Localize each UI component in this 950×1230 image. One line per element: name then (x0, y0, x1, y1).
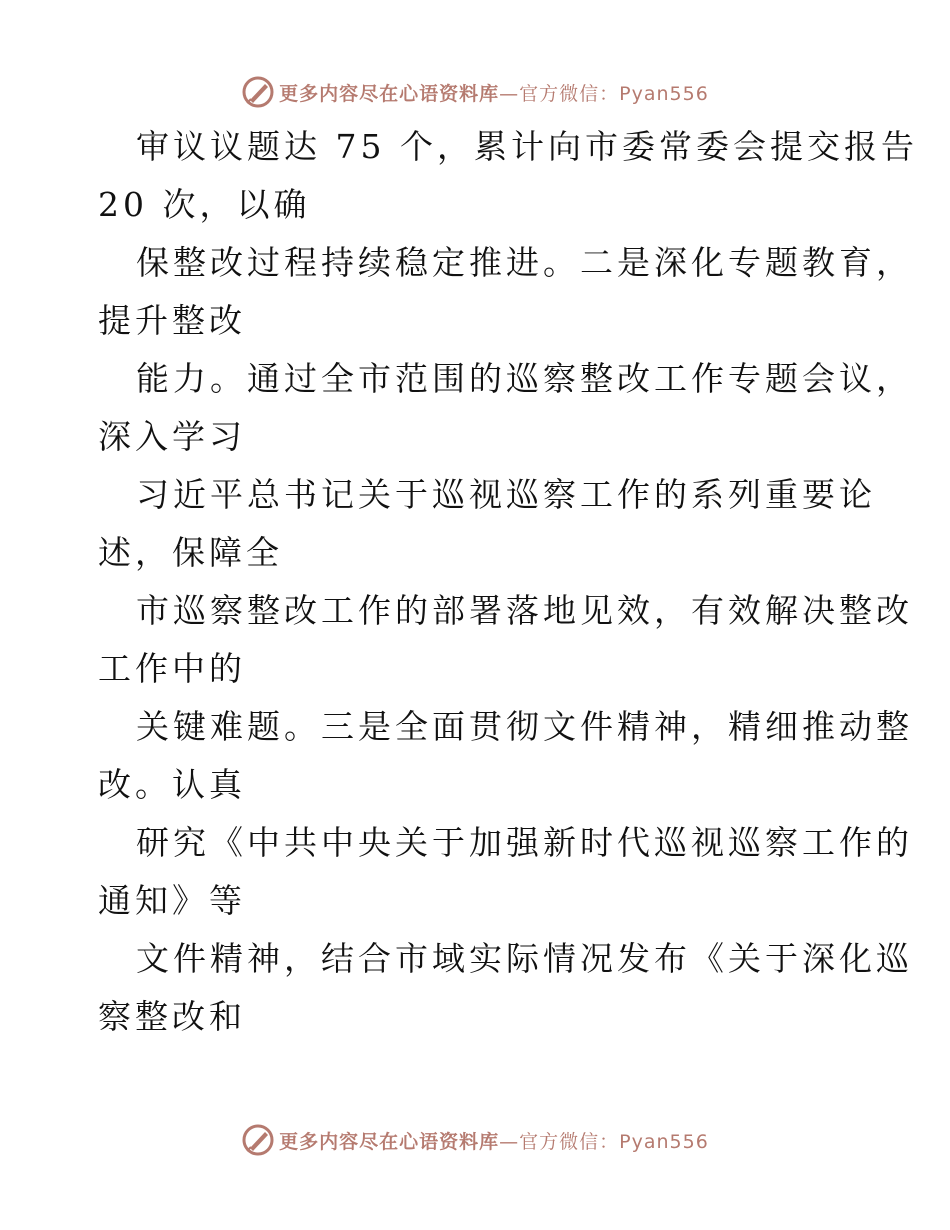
text-line: 提升整改 (98, 301, 246, 340)
banner-text: 更多内容尽在心语资料库—官方微信：Pyan556 (279, 1130, 709, 1153)
text-line: 文件精神，结合市域实际情况发布《关于深化巡 (136, 939, 913, 978)
text-line: 察整改和 (98, 997, 246, 1036)
text-line: 保整改过程持续稳定推进。二是深化专题教育， (136, 243, 913, 282)
text-line: 习近平总书记关于巡视巡察工作的系列重要论 (136, 475, 876, 514)
text-line: 工作中的 (98, 649, 246, 688)
text-line: 通知》等 (98, 881, 246, 920)
text-line: 关键难题。三是全面贯彻文件精神，精细推动整 (136, 707, 913, 746)
document-body (98, 118, 918, 1046)
banner-text: 更多内容尽在心语资料库—官方微信：Pyan556 (279, 82, 709, 105)
text-line: 审议议题达 75 个，累计向市委常委会提交报告 (136, 127, 918, 166)
text-line: 市巡察整改工作的部署落地见效，有效解决整改 (136, 591, 913, 630)
text-line: 述，保障全 (98, 533, 283, 572)
text-line: 深入学习 (98, 417, 246, 456)
text-line: 能力。通过全市范围的巡察整改工作专题会议， (136, 359, 913, 398)
header-banner (0, 72, 950, 112)
feather-pen-logo-icon (241, 75, 275, 109)
text-line: 研究《中共中央关于加强新时代巡视巡察工作的 (136, 823, 913, 862)
feather-pen-logo-icon (241, 1123, 275, 1157)
text-line: 改。认真 (98, 765, 246, 804)
footer-banner (0, 1120, 950, 1160)
text-line: 20 次，以确 (98, 185, 311, 224)
